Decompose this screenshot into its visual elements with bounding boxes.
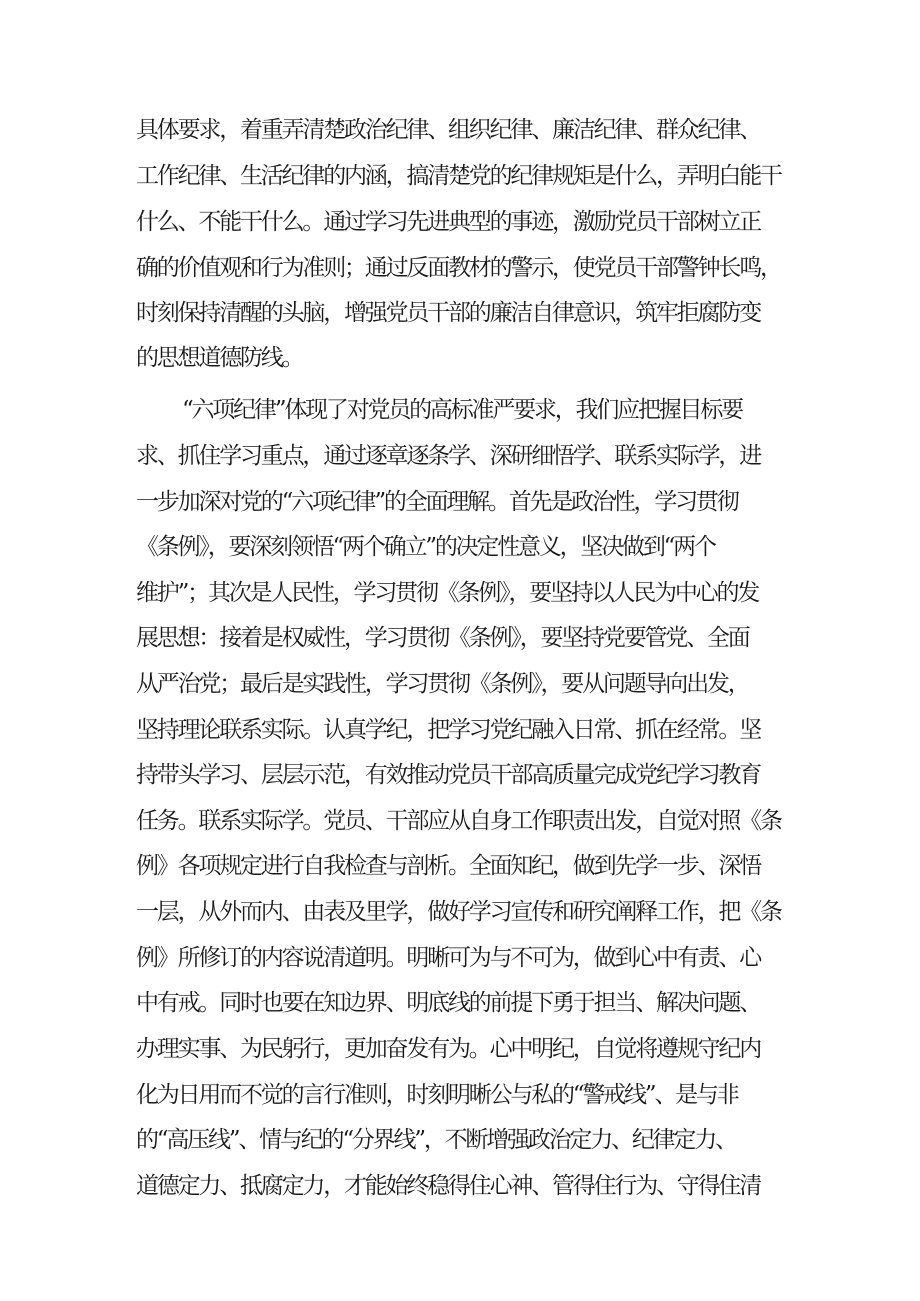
paragraph-2-line-10: 任务。联系实际学。党员、干部应从自身工作职责出发，自觉对照《条 [136, 808, 781, 834]
paragraph-2-line-8: 坚持理论联系实际。认真学纪，把学习党纪融入日常、抓在经常。坚 [136, 717, 761, 743]
paragraph-1-line-5: 时刻保持清醒的头脑，增强党员干部的廉洁自律意识，筑牢拒腐防变 [136, 300, 761, 326]
paragraph-2-line-14: 中有戒。同时也要在知边界、明底线的前提下勇于担当、解决问题、 [136, 990, 761, 1016]
paragraph-2-line-11: 例》各项规定进行自我检查与剖析。全面知纪，做到先学一步、深悟 [136, 853, 761, 879]
paragraph-2-line-17: 的“高压线”、情与纪的“分界线”，不断增强政治定力、纪律定力、 [136, 1127, 736, 1153]
paragraph-2-line-13: 例》所修订的内容说清道明。明晰可为与不可为，做到心中有责、心 [136, 945, 761, 971]
paragraph-2-line-5: 维护”；其次是人民性，学习贯彻《条例》，要坚持以人民为中心的发 [136, 580, 759, 606]
paragraph-2-line-18: 道德定力、抵腐定力，才能始终稳得住心神、管得住行为、守得住清 [136, 1173, 761, 1199]
paragraph-2-line-16: 化为日用而不觉的言行准则，时刻明晰公与私的“警戒线”、是与非 [136, 1082, 738, 1108]
paragraph-1-line-3: 什么、不能干什么。通过学习先进典型的事迹，激励党员干部树立正 [136, 209, 761, 235]
paragraph-2-line-1: “六项纪律”体现了对党员的高标准严要求，我们应把握目标要 [182, 397, 742, 423]
paragraph-2-line-2: 求、抓住学习重点，通过逐章逐条学、深研细悟学、联系实际学，进 [136, 443, 761, 469]
paragraph-2-line-7: 从严治党；最后是实践性，学习贯彻《条例》，要从问题导向出发， [136, 671, 749, 697]
paragraph-2-line-9: 持带头学习、层层示范，有效推动党员干部高质量完成党纪学习教育 [136, 762, 761, 788]
paragraph-2-line-15: 办理实事、为民躬行，更加奋发有为。心中明纪，自觉将遵规守纪内 [136, 1036, 761, 1062]
paragraph-2-line-6: 展思想：接着是权威性，学习贯彻《条例》，要坚持党要管党、全面 [136, 625, 749, 651]
paragraph-2-line-12: 一层，从外而内、由表及里学，做好学习宣传和研究阐释工作，把《条 [136, 899, 781, 925]
paragraph-2-line-4: 《条例》，要深刻领悟“两个确立”的决定性意义，坚决做到“两个 [136, 534, 715, 560]
paragraph-1-line-4: 确的价值观和行为准则；通过反面教材的警示，使党员干部警钟长鸣， [136, 255, 781, 281]
paragraph-1-line-6: 的思想道德防线。 [136, 345, 303, 371]
paragraph-1-line-2: 工作纪律、生活纪律的内涵，搞清楚党的纪律规矩是什么，弄明白能干 [136, 163, 781, 189]
paragraph-2-line-3: 一步加深对党的“六项纪律”的全面理解。首先是政治性，学习贯彻 [136, 489, 738, 515]
paragraph-1-line-1: 具体要求，着重弄清楚政治纪律、组织纪律、廉洁纪律、群众纪律、 [136, 117, 761, 143]
